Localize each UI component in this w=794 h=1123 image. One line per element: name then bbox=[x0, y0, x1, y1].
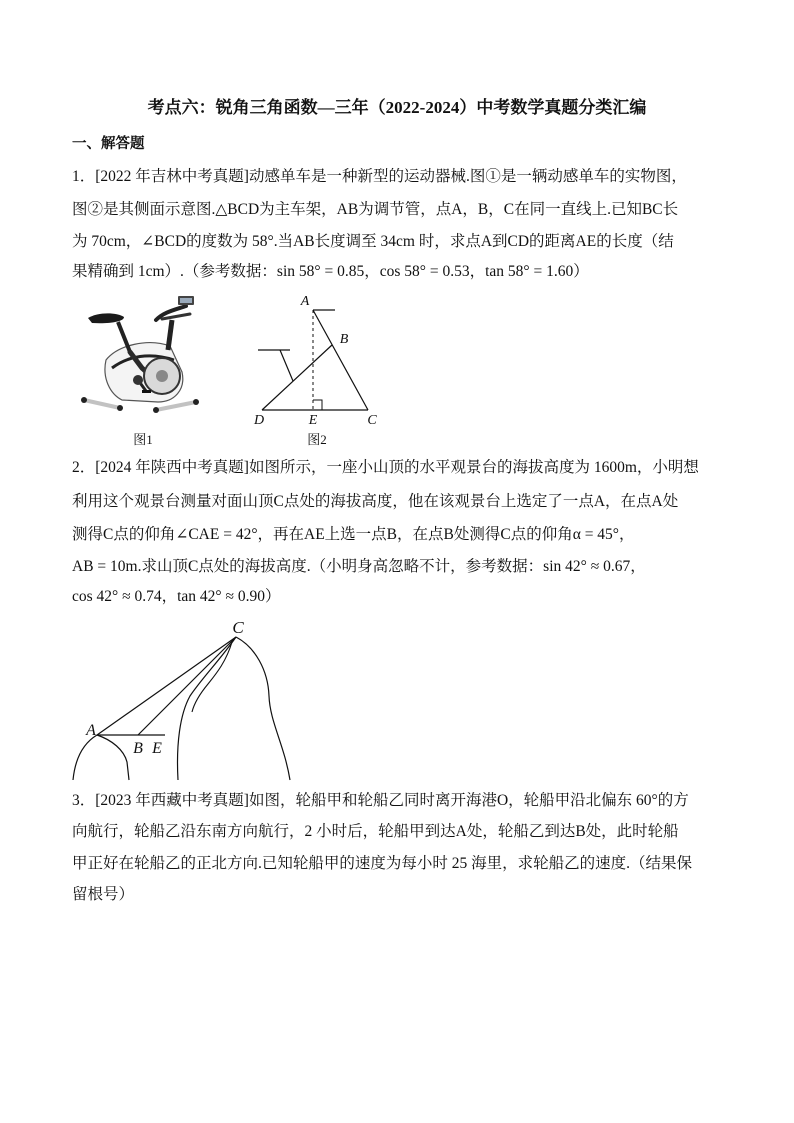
question-3-line: 3．[2023 年西藏中考真题]如图，轮船甲和轮船乙同时离开海港O，轮船甲沿北偏东 60°的方 bbox=[72, 792, 689, 809]
question-3-line: 向航行，轮船乙沿东南方向航行，2 小时后，轮船甲到达A处，轮船乙到达B处，此时轮船 bbox=[72, 823, 679, 840]
label-e: E bbox=[308, 413, 318, 428]
segment-ac bbox=[97, 637, 236, 735]
label-e: E bbox=[152, 740, 162, 757]
label-b: B bbox=[339, 332, 349, 347]
question-2-line: cos 42° ≈ 0.74，tan 42° ≈ 0.90） bbox=[72, 588, 281, 605]
label-b: B bbox=[133, 740, 143, 757]
question-2-line: AB = 10m.求山顶C点处的海拔高度.（小明身高忽略不计，参考数据：sin 42° ≈ 0.67， bbox=[72, 558, 646, 575]
question-1-line: 果精确到 1cm）.（参考数据：sin 58° = 0.85，cos 58° = 0.53，tan 58° = 1.60） bbox=[72, 263, 589, 280]
label-c: C bbox=[232, 618, 244, 637]
question-2-line: 利用这个观景台测量对面山顶C点处的海拔高度，他在该观景台上选定了一点A，在点A处 bbox=[72, 493, 679, 510]
question-3-line: 甲正好在轮船乙的正北方向.已知轮船甲的速度为每小时 25 海里，求轮船乙的速度.（结果保 bbox=[72, 855, 693, 872]
right-mountain-ridge bbox=[192, 642, 232, 712]
question-1-line: 为 70cm，∠BCD的度数为 58°.当AB长度调至 34cm 时，求点A到CD的距离AE的长度（结 bbox=[72, 233, 674, 250]
figure-1-caption: 图1 bbox=[133, 432, 153, 447]
section-heading: 一、解答题 bbox=[72, 136, 145, 152]
right-angle-mark bbox=[313, 400, 322, 410]
right-mountain-left-flank bbox=[178, 637, 237, 780]
segment-ac bbox=[313, 310, 368, 410]
seat-post-segment bbox=[280, 350, 293, 381]
right-mountain-right-flank bbox=[236, 637, 290, 780]
question-1-line: 1．[2022 年吉林中考真题]动感单车是一种新型的运动器械.图①是一辆动感单车的实物图， bbox=[72, 168, 687, 185]
segment-bc bbox=[138, 637, 236, 735]
question-3-line: 留根号） bbox=[72, 886, 135, 903]
exercise-bike-image bbox=[78, 290, 200, 422]
left-mountain-outline bbox=[73, 735, 129, 780]
question-1-line: 图②是其侧面示意图.△BCD为主车架，AB为调节管，点A，B，C在同一直线上.已知BC长 bbox=[72, 201, 679, 218]
question-2-line: 测得C点的仰角∠CAE = 42°，再在AE上选一点B，在点B处测得C点的仰角α = 45°， bbox=[72, 526, 635, 543]
mountain-diagram bbox=[70, 612, 295, 784]
label-a: A bbox=[300, 294, 310, 309]
bike-schematic-diagram bbox=[250, 290, 385, 430]
figure-2-caption: 图2 bbox=[307, 432, 327, 447]
question-2-line: 2．[2024 年陕西中考真题]如图所示，一座小山顶的水平观景台的海拔高度为 1600m，小明想 bbox=[72, 459, 699, 476]
label-c: C bbox=[367, 413, 377, 428]
label-d: D bbox=[253, 413, 265, 428]
label-a: A bbox=[86, 722, 96, 739]
page-title: 考点六：锐角三角函数—三年（2022-2024）中考数学真题分类汇编 bbox=[147, 98, 647, 117]
